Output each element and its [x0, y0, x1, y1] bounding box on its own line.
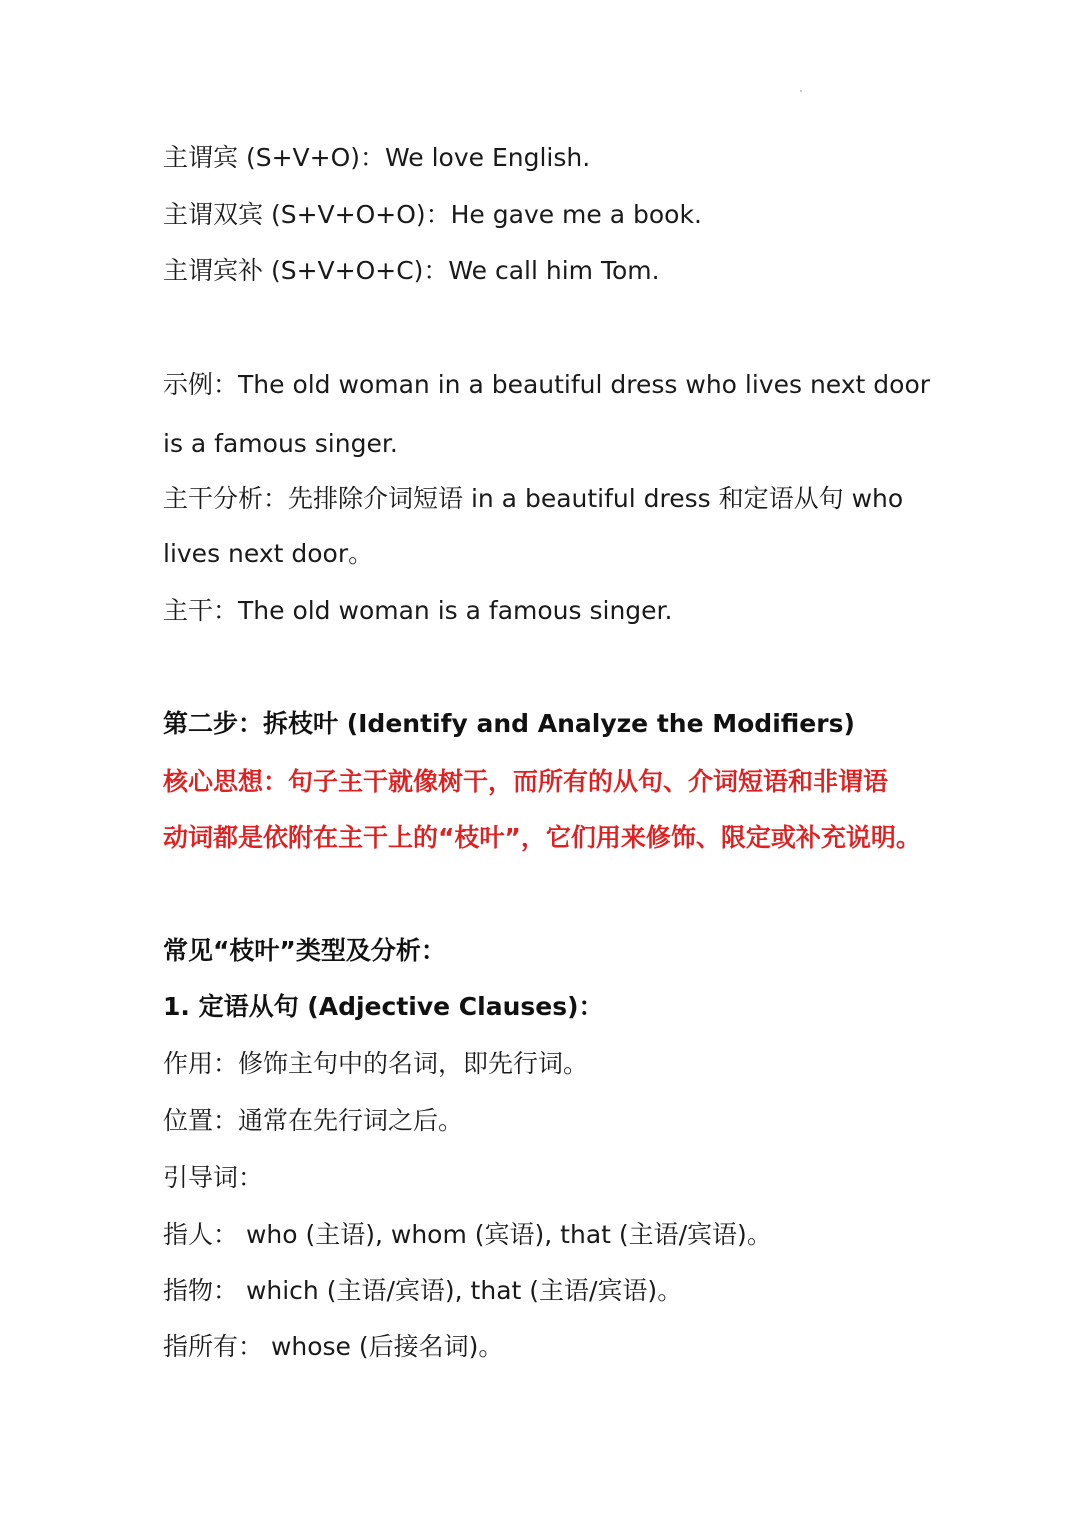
example-line-2: is a famous singer.	[163, 429, 398, 458]
step2-heading: 第二步：拆枝叶 (Identify and Analyze the Modifiers)	[163, 709, 855, 738]
core-idea-line-2: 动词都是依附在主干上的“枝叶”，它们用来修饰、限定或补充说明。	[163, 823, 921, 852]
core-idea-line-1: 核心思想：句子主干就像树干，而所有的从句、介词短语和非谓语	[163, 767, 889, 796]
scan-speck	[800, 90, 802, 92]
function-line: 作用：修饰主句中的名词，即先行词。	[163, 1049, 589, 1078]
pattern-svo: 主谓宾 (S+V+O)：We love English.	[163, 143, 591, 172]
thing-line: 指物： which (主语/宾语), that (主语/宾语)。	[163, 1276, 683, 1305]
trunk-line: 主干：The old woman is a famous singer.	[163, 596, 673, 625]
modifier-types-heading: 常见“枝叶”类型及分析：	[163, 936, 446, 965]
analysis-line-2: lives next door。	[163, 539, 374, 568]
person-line: 指人： who (主语), whom (宾语), that (主语/宾语)。	[163, 1220, 772, 1249]
analysis-line-1: 主干分析：先排除介词短语 in a beautiful dress 和定语从句 who	[163, 484, 904, 513]
position-line: 位置：通常在先行词之后。	[163, 1106, 464, 1135]
example-line-1: 示例：The old woman in a beautiful dress who lives next door	[163, 370, 931, 399]
possession-line: 指所有： whose (后接名词)。	[163, 1332, 504, 1361]
adjective-clauses-title: 1. 定语从句 (Adjective Clauses)：	[163, 992, 604, 1021]
introducers-line: 引导词：	[163, 1163, 264, 1192]
pattern-svoo: 主谓双宾 (S+V+O+O)：He gave me a book.	[163, 200, 702, 229]
pattern-svoc: 主谓宾补 (S+V+O+C)：We call him Tom.	[163, 256, 660, 285]
